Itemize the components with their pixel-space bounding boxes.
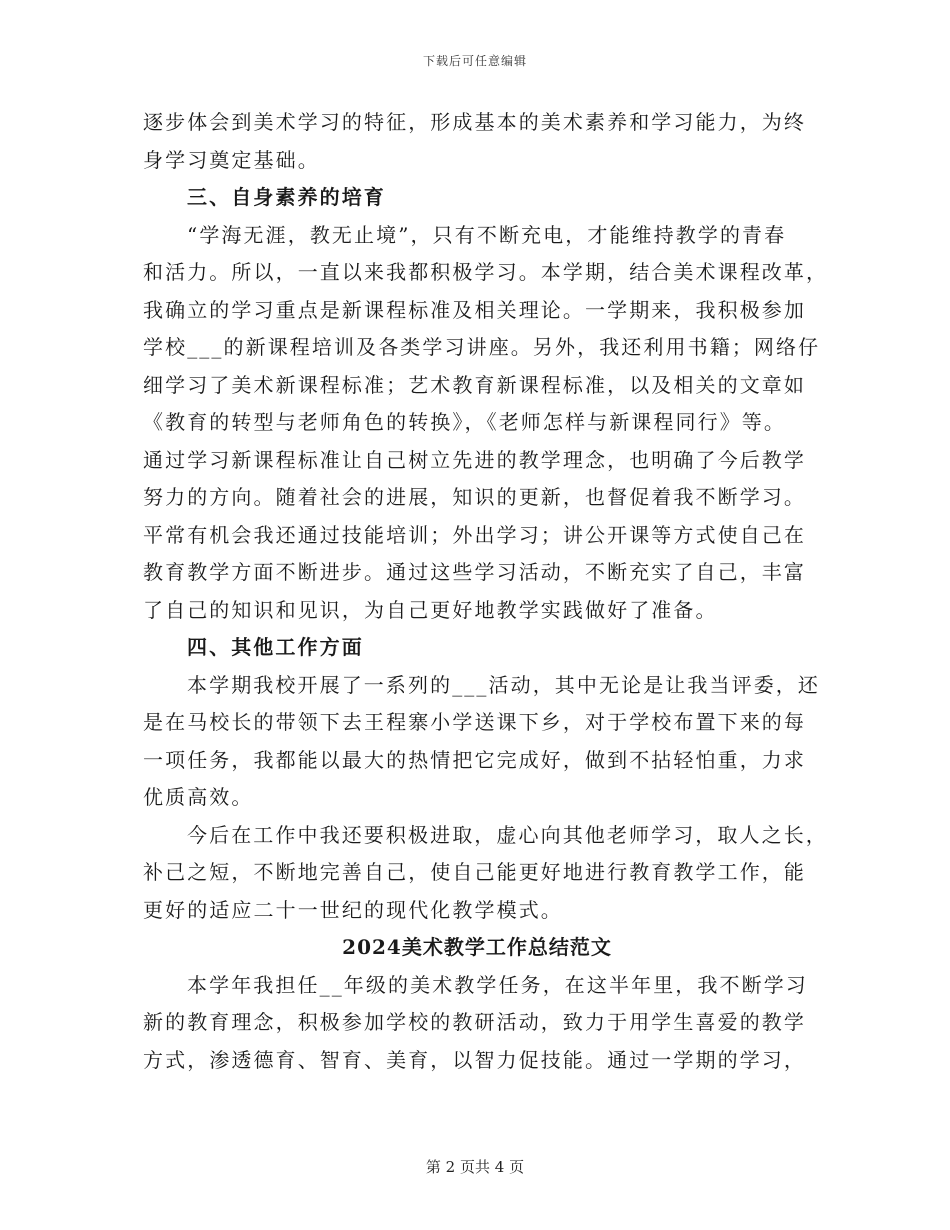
body-line: 和活力。所以，一直以来我都积极学习。本学期，结合美术课程改革， — [143, 260, 829, 284]
paragraph-first-line: 今后在工作中我还要积极进取，虚心向其他老师学习，取人之长， — [187, 822, 828, 847]
body-line: 通过学习新课程标准让自己树立先进的教学理念，也明确了今后教学 — [143, 447, 806, 472]
body-line: 新的教育理念，积极参加学校的教研活动，致力于用学生喜爱的教学 — [143, 1010, 806, 1034]
body-line: 逐步体会到美术学习的特征，形成基本的美术素养和学习能力，为终 — [143, 110, 806, 134]
section-heading: 三、自身素养的培育 — [187, 185, 386, 209]
paragraph-first-line: 本学期我校开展了一系列的___活动，其中无论是让我当评委，还 — [187, 672, 820, 697]
body-line: 我确立的学习重点是新课程标准及相关理论。一学期来，我积极参加 — [143, 297, 806, 322]
body-line: 细学习了美术新课程标准；艺术教育新课程标准，以及相关的文章如 — [143, 372, 806, 397]
body-line: 是在马校长的带领下去王程寨小学送课下乡，对于学校布置下来的每 — [143, 710, 806, 734]
document-title: 2024美术教学工作总结范文 — [342, 935, 612, 959]
body-line: 更好的适应二十一世纪的现代化教学模式。 — [143, 897, 563, 922]
body-line: 优质高效。 — [143, 785, 254, 809]
document-body — [143, 104, 829, 1079]
body-line: 平常有机会我还通过技能培训；外出学习；讲公开课等方式使自己在 — [143, 522, 806, 547]
body-line: 方式，渗透德育、智育、美育，以智力促技能。通过一学期的学习， — [143, 1047, 806, 1072]
section-heading: 四、其他工作方面 — [187, 635, 364, 659]
body-line: 补己之短，不断地完善自己，使自己能更好地进行教育教学工作，能 — [143, 860, 806, 884]
body-line: 努力的方向。随着社会的进展，知识的更新，也督促着我不断学习。 — [143, 485, 806, 509]
body-line: 教育教学方面不断进步。通过这些学习活动，不断充实了自己，丰富 — [143, 560, 806, 584]
body-line: 了自己的知识和见识，为自己更好地教学实践做好了准备。 — [143, 597, 718, 622]
body-line: 一项任务，我都能以最大的热情把它完成好，做到不拈轻怕重，力求 — [143, 747, 806, 772]
paragraph-first-line: 本学年我担任__年级的美术教学任务，在这半年里，我不断学习 — [187, 972, 808, 997]
body-line: 学校___的新课程培训及各类学习讲座。另外，我还利用书籍；网络仔 — [143, 335, 821, 359]
body-line: 《教育的转型与老师角色的转换》，《老师怎样与新课程同行》等。 — [143, 410, 786, 434]
paragraph-first-line: “学海无涯，教无止境”，只有不断充电，才能维持教学的青春 — [187, 222, 787, 247]
page-number: 第 2 页共 4 页 — [425, 1158, 525, 1176]
page-header: 下载后可任意编辑 — [422, 54, 527, 68]
body-line: 身学习奠定基础。 — [143, 147, 320, 172]
